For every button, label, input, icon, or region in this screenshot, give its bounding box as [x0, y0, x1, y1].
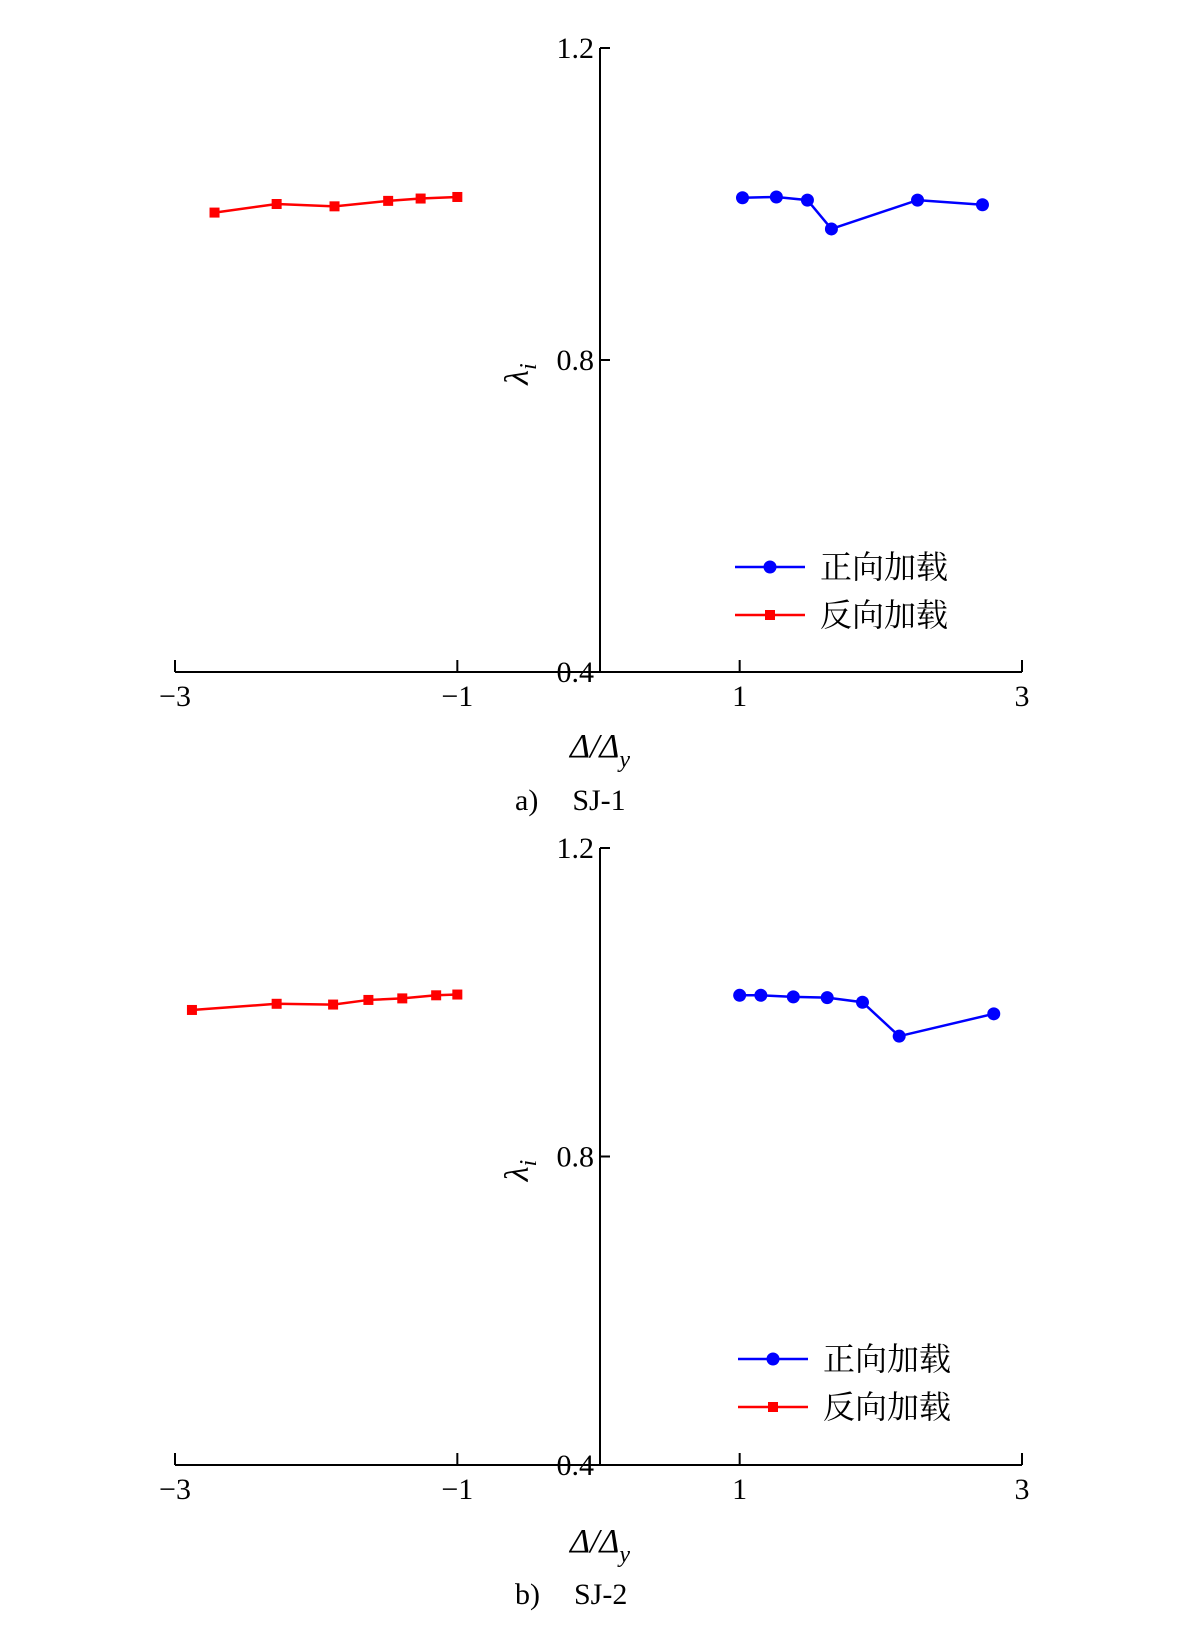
data-point	[210, 208, 220, 218]
data-point	[736, 191, 749, 204]
legend-entry	[738, 1388, 951, 1426]
x-tick-label: −1	[441, 680, 474, 713]
legend-label: 反向加载	[823, 1388, 952, 1426]
chart-panel-2	[159, 832, 1029, 1611]
x-tick-label: 1	[732, 680, 748, 713]
legend-label: 正向加载	[820, 548, 949, 586]
y-axis-label: $\lambda_i$	[499, 363, 542, 385]
x-tick-label: 3	[1014, 1473, 1030, 1506]
data-point	[893, 1030, 906, 1043]
data-point	[397, 993, 407, 1003]
series-reverse	[210, 192, 463, 218]
legend-marker	[768, 1402, 778, 1412]
data-point	[787, 990, 800, 1003]
x-axis-label: $\Delta/\Delta_y$	[569, 728, 631, 773]
data-point	[987, 1007, 1000, 1020]
y-axis-label: $\lambda_i$	[499, 1159, 542, 1182]
y-tick-label: 0.8	[556, 1140, 594, 1174]
legend-entry	[738, 1340, 951, 1378]
panel-caption	[515, 784, 626, 817]
y-axis-label-subscript: i	[516, 363, 542, 370]
legend-marker	[764, 561, 777, 574]
panel-caption-label: b)	[515, 1578, 540, 1611]
data-point	[416, 194, 426, 204]
data-point	[328, 1000, 338, 1010]
panel-caption-name: SJ-1	[572, 784, 626, 817]
data-point	[801, 194, 814, 207]
y-tick-label: 0.4	[556, 656, 594, 689]
panel-caption-name: SJ-2	[574, 1578, 628, 1611]
y-tick-label: 1.2	[556, 32, 594, 65]
chart-panel-1	[159, 32, 1029, 817]
data-point	[363, 995, 373, 1005]
panel-caption-label: a)	[515, 784, 539, 817]
data-point	[856, 996, 869, 1009]
data-point	[976, 198, 989, 211]
x-axis-label-subscript: y	[619, 1542, 631, 1568]
legend	[738, 1340, 951, 1426]
data-point	[272, 999, 282, 1009]
x-tick-label: −3	[159, 1473, 191, 1506]
y-tick-label: 0.8	[556, 344, 594, 377]
data-point	[770, 190, 783, 203]
data-point	[821, 991, 834, 1004]
y-tick-label: 0.4	[556, 1449, 594, 1482]
data-point	[383, 196, 393, 206]
legend-label: 正向加载	[823, 1340, 952, 1378]
data-point	[330, 201, 340, 211]
y-tick-label: 1.2	[556, 832, 594, 865]
legend	[735, 548, 948, 634]
y-axis-label-subscript: i	[516, 1159, 542, 1167]
legend-marker	[767, 1353, 780, 1366]
series-reverse	[187, 990, 462, 1015]
data-point	[754, 989, 767, 1002]
legend-entry	[735, 596, 948, 634]
data-point	[452, 990, 462, 1000]
x-axis-label-subscript: y	[619, 747, 631, 773]
data-point	[431, 990, 441, 1000]
data-point	[733, 989, 746, 1002]
series-line	[192, 995, 457, 1010]
x-tick-label: 1	[732, 1473, 748, 1506]
legend-label: 反向加载	[820, 596, 949, 634]
x-tick-label: 3	[1014, 680, 1030, 713]
x-tick-label: −3	[159, 680, 191, 713]
legend-marker	[765, 610, 775, 620]
data-point	[911, 194, 924, 207]
data-point	[452, 192, 462, 202]
data-point	[272, 199, 282, 209]
legend-entry	[735, 548, 948, 586]
data-point	[825, 222, 838, 235]
series-forward	[736, 190, 989, 235]
x-tick-label: −1	[441, 1473, 474, 1506]
series-forward	[733, 989, 1000, 1043]
data-point	[187, 1005, 197, 1015]
panel-caption	[515, 1578, 627, 1611]
x-axis-label: $\Delta/\Delta_y$	[569, 1523, 631, 1568]
